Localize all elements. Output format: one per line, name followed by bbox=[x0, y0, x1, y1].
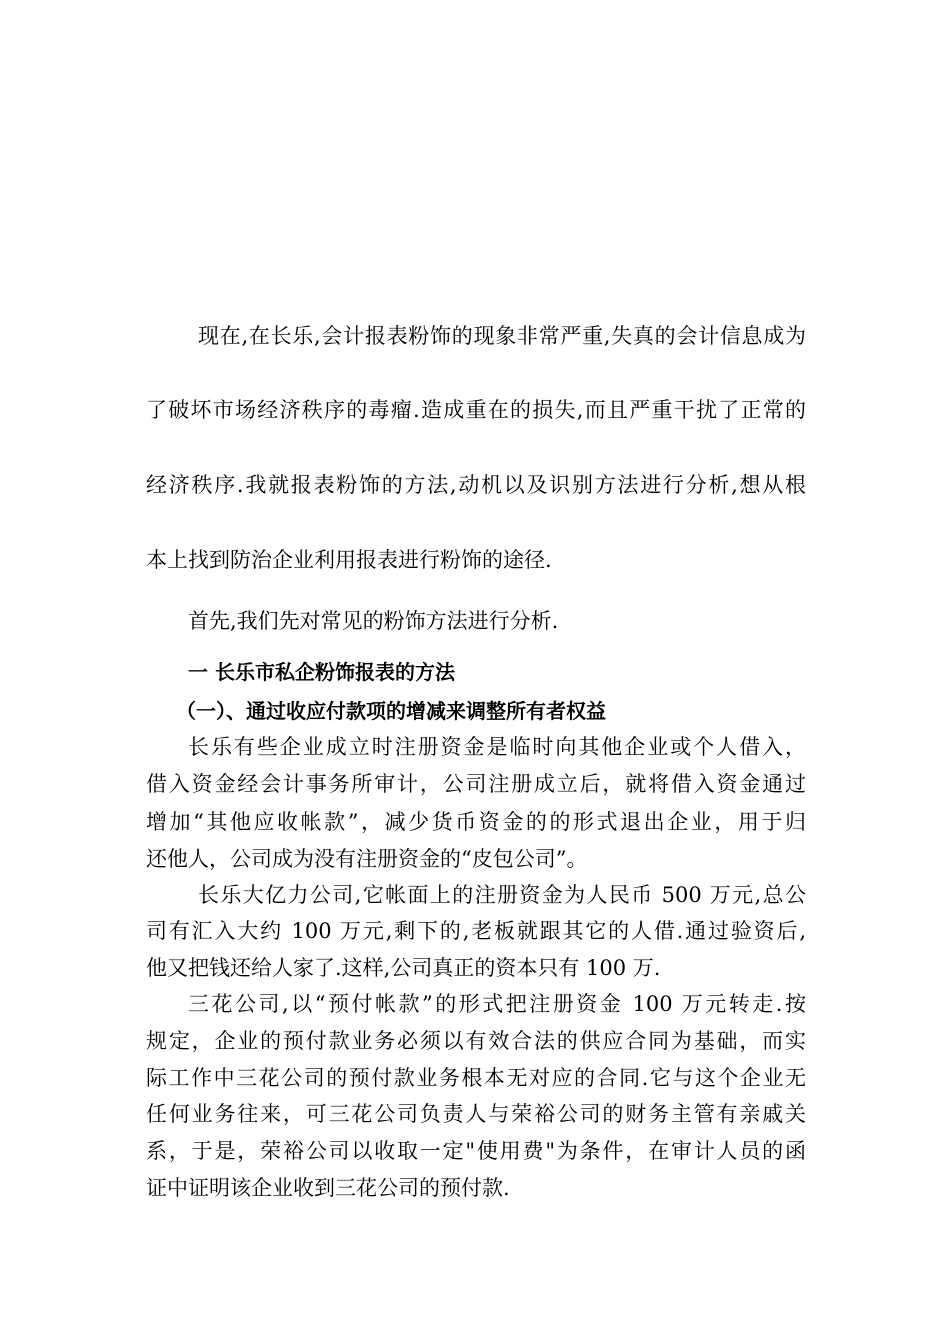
paragraph-3-line-4: 任何业务往来，可三花公司负责人与荣裕公司的财务主管有亲戚关 bbox=[146, 1102, 806, 1126]
intro-line-1: 现在,在长乐,会计报表粉饰的现象非常严重,失真的会计信息成为 bbox=[198, 324, 806, 348]
paragraph-2-line-1: 长乐大亿力公司,它帐面上的注册资金为人民币 500 万元,总公 bbox=[198, 883, 806, 907]
paragraph-3-line-6: 证中证明该企业收到三花公司的预付款. bbox=[146, 1176, 510, 1200]
paragraph-2-line-2: 司有汇入大约 100 万元,剩下的,老板就跟其它的人借.通过验资后, bbox=[146, 919, 806, 943]
paragraph-1-line-3: 增加“其他应收帐款”，减少货币资金的的形式退出企业，用于归 bbox=[146, 810, 806, 834]
paragraph-3-line-3: 际工作中三花公司的预付款业务根本无对应的合同.它与这个企业无 bbox=[146, 1066, 806, 1090]
paragraph-1-line-2: 借入资金经会计事务所审计，公司注册成立后，就将借入资金通过 bbox=[146, 772, 806, 796]
section-title: 一 长乐市私企粉饰报表的方法 bbox=[188, 660, 455, 684]
paragraph-1-line-4: 还他人，公司成为没有注册资金的“皮包公司”。 bbox=[146, 847, 588, 871]
intro-line-2: 了破坏市场经济秩序的毒瘤.造成重在的损失,而且严重干扰了正常的 bbox=[146, 398, 806, 422]
paragraph-1-line-1: 长乐有些企业成立时注册资金是临时向其他企业或个人借入， bbox=[188, 735, 806, 759]
paragraph-3-line-2: 规定，企业的预付款业务必须以有效合法的供应合同为基础，而实 bbox=[146, 1029, 806, 1053]
paragraph-3-line-5: 系，于是，荣裕公司以收取一定"使用费"为条件，在审计人员的函 bbox=[146, 1139, 806, 1163]
section-subtitle: （一）、通过收应付款项的增减来调整所有者权益 bbox=[176, 699, 606, 723]
paragraph-2-line-3: 他又把钱还给人家了.这样,公司真正的资本只有 100 万. bbox=[146, 956, 661, 980]
intro-line-4: 本上找到防治企业利用报表进行粉饰的途径. bbox=[146, 548, 552, 572]
intro-first-sentence: 首先,我们先对常见的粉饰方法进行分析. bbox=[188, 609, 559, 633]
intro-line-3: 经济秩序.我就报表粉饰的方法,动机以及识别方法进行分析,想从根 bbox=[146, 473, 806, 497]
paragraph-3-line-1: 三花公司,以“预付帐款”的形式把注册资金 100 万元转走.按 bbox=[188, 992, 806, 1016]
